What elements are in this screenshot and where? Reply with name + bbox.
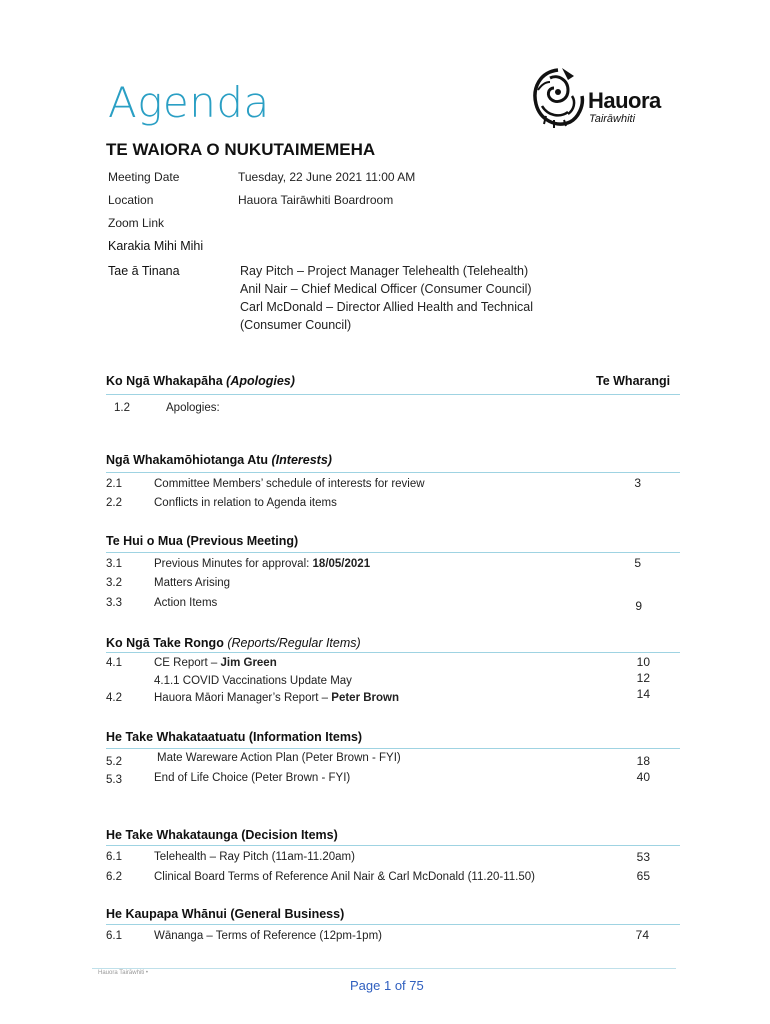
item-text-plain: Previous Minutes for approval: — [154, 558, 313, 570]
item-number: 3.1 — [106, 558, 122, 570]
attendee-line: (Consumer Council) — [240, 318, 352, 332]
meeting-name: TE WAIORA O NUKUTAIMEMEHA — [106, 140, 376, 159]
page-numbers — [610, 753, 650, 785]
section-divider — [106, 394, 680, 395]
item-text — [154, 692, 399, 704]
section-reports-title — [106, 636, 361, 650]
page-indicator: Page 1 of 75 — [350, 978, 424, 993]
item-number: 6.1 — [106, 851, 122, 863]
section-divider — [106, 748, 680, 749]
section-divider — [106, 845, 680, 846]
attendees-list — [240, 262, 533, 334]
item-text: 4.1.1 COVID Vaccinations Update May — [154, 675, 352, 687]
item-number: 1.2 — [114, 402, 130, 414]
attendee-line: Anil Nair – Chief Medical Officer (Consumer Council) — [240, 282, 532, 296]
item-text: Telehealth – Ray Pitch (11am-11.20am) — [154, 851, 355, 863]
meta-value-date: Tuesday, 22 June 2021 11:00 AM — [238, 170, 416, 184]
item-text: Apologies: — [166, 402, 220, 414]
section-divider — [106, 924, 680, 925]
attendee-line: Carl McDonald – Director Allied Health and Technical — [240, 300, 533, 314]
logo-subtitle: Tairāwhiti — [589, 113, 636, 125]
page-number: 53 — [636, 850, 650, 864]
section-general-title: He Kaupapa Whānui (General Business) — [106, 907, 345, 921]
page-numbers — [610, 848, 650, 886]
page-numbers — [610, 654, 650, 702]
item-text: Mate Wareware Action Plan (Peter Brown - FYI) — [157, 752, 401, 764]
page-number: 12 — [636, 671, 650, 685]
item-text: End of Life Choice (Peter Brown - FYI) — [154, 772, 351, 784]
item-number: 5.3 — [106, 774, 122, 786]
item-number: 3.3 — [106, 597, 122, 609]
page-number: 40 — [636, 770, 650, 784]
hauora-logo-icon — [528, 66, 588, 130]
section-previous-title: Te Hui o Mua (Previous Meeting) — [106, 534, 299, 548]
item-number: 5.2 — [106, 756, 122, 768]
item-text-plain: Hauora Māori Manager’s Report – — [154, 692, 332, 704]
item-text — [154, 657, 277, 669]
item-text: Committee Members’ schedule of interests for review — [154, 478, 425, 490]
item-number: 2.2 — [106, 497, 122, 509]
page-number: 9 — [635, 599, 642, 613]
item-number: 3.2 — [106, 577, 122, 589]
item-text: Wānanga – Terms of Reference (12pm-1pm) — [154, 930, 382, 942]
item-text — [154, 558, 370, 570]
item-text: Conflicts in relation to Agenda items — [154, 497, 337, 509]
karakia-label: Karakia Mihi Mihi — [108, 239, 204, 253]
section-title-italic: (Interests) — [271, 453, 332, 467]
section-divider — [106, 552, 680, 553]
section-apologies-title — [106, 374, 295, 388]
item-text-bold: 18/05/2021 — [312, 558, 371, 570]
item-text-bold: Peter Brown — [331, 692, 400, 704]
attendee-line: Ray Pitch – Project Manager Telehealth (Telehealth) — [240, 264, 529, 278]
item-text: Clinical Board Terms of Reference Anil Nair & Carl McDonald (11.20-11.50) — [154, 871, 535, 883]
page-column-header: Te Wharangi — [596, 374, 671, 388]
logo-name: Hauora — [588, 88, 661, 113]
page-number: 14 — [636, 687, 650, 701]
section-decision-title: He Take Whakataunga (Decision Items) — [106, 828, 338, 842]
section-title-text: Ko Ngā Whakapāha — [106, 374, 227, 388]
item-number: 6.2 — [106, 871, 122, 883]
section-divider — [106, 652, 680, 653]
meta-label-zoom: Zoom Link — [108, 216, 165, 230]
meta-label-location: Location — [108, 193, 154, 207]
section-divider — [106, 472, 680, 473]
item-text-bold: Jim Green — [220, 657, 277, 669]
item-text: Action Items — [154, 597, 218, 609]
page-number: 10 — [636, 655, 650, 669]
page-number: 65 — [636, 869, 650, 883]
section-title-italic: (Apologies) — [226, 374, 295, 388]
item-text: Matters Arising — [154, 577, 231, 589]
meta-value-location: Hauora Tairāwhiti Boardroom — [238, 193, 394, 207]
item-text-plain: CE Report – — [154, 657, 221, 669]
page-title: Agenda — [108, 78, 270, 127]
item-number: 4.2 — [106, 692, 122, 704]
page-number: 18 — [636, 754, 650, 768]
hauora-logo — [528, 66, 588, 130]
page-number: 3 — [634, 476, 641, 490]
section-information-title: He Take Whakataatuatu (Information Items) — [106, 730, 363, 744]
section-interests-title — [106, 453, 332, 467]
item-number: 6.1 — [106, 930, 122, 942]
meta-label-date: Meeting Date — [108, 170, 180, 184]
footer-org: Hauora Tairāwhiti • — [98, 970, 149, 976]
page-number: 5 — [634, 556, 641, 570]
item-number: 4.1 — [106, 657, 122, 669]
footer-divider — [92, 968, 676, 969]
section-title-italic: (Reports/Regular Items) — [227, 636, 361, 650]
attendees-label: Tae ā Tinana — [108, 264, 180, 278]
item-number: 2.1 — [106, 478, 122, 490]
page-number: 74 — [635, 928, 649, 942]
section-title-text: Ko Ngā Take Rongo — [106, 636, 228, 650]
section-title-text: Ngā Whakamōhiotanga Atu — [106, 453, 272, 467]
